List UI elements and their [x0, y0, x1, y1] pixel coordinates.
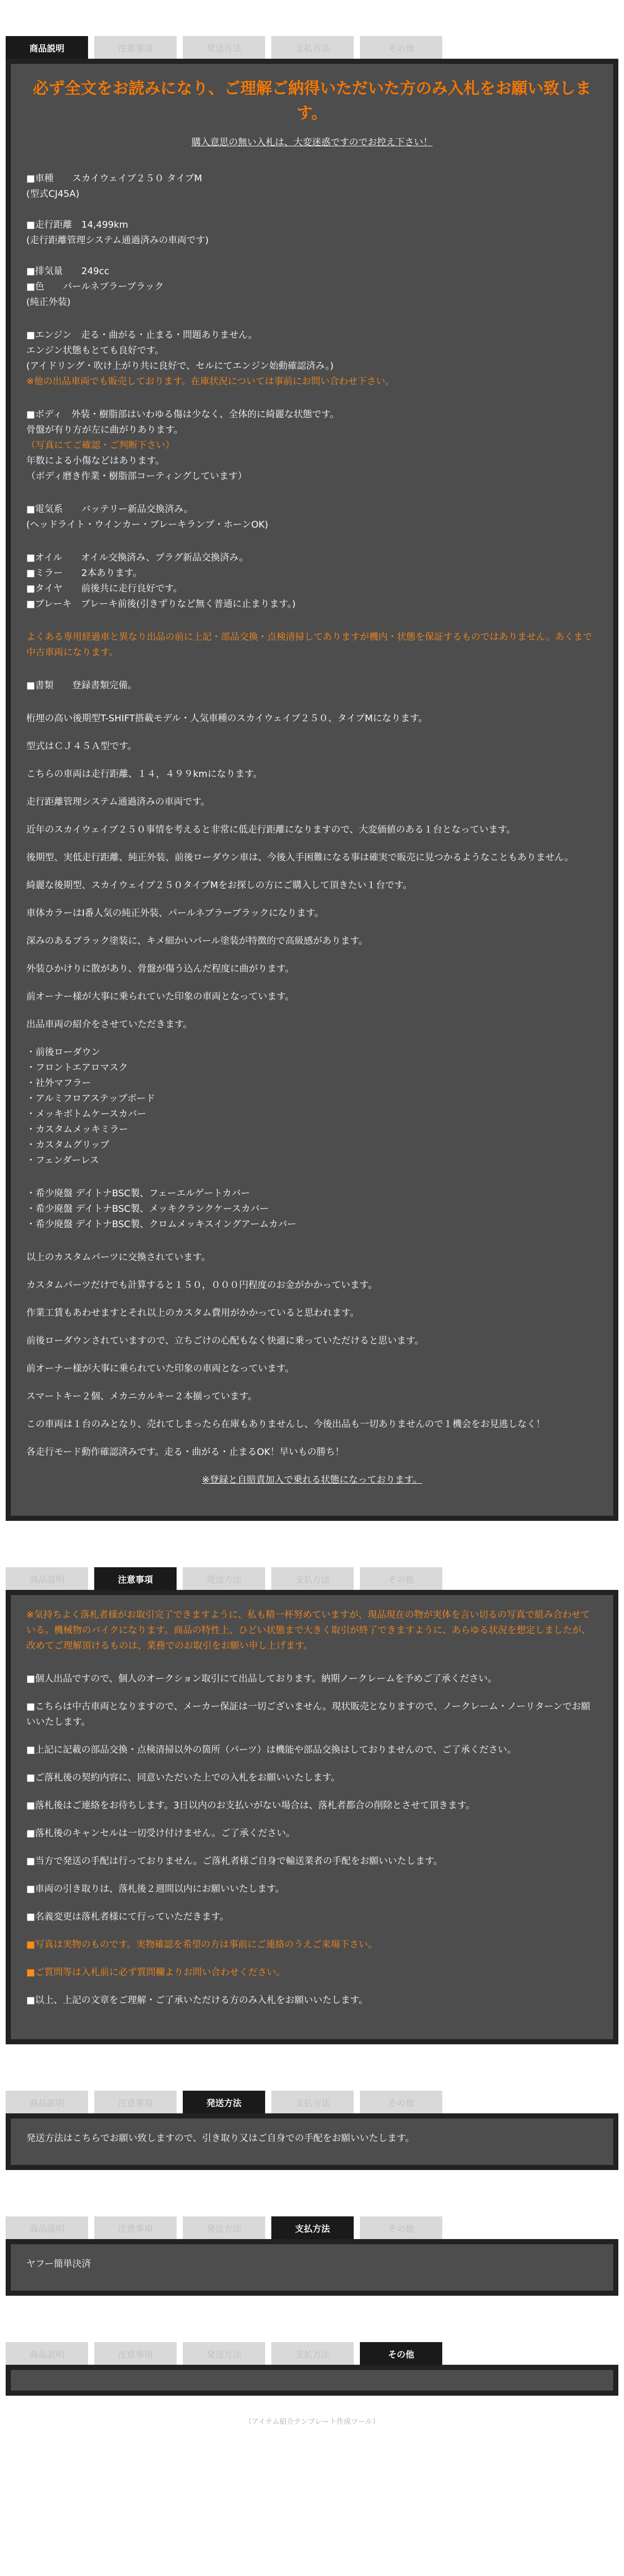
shipping-panel	[6, 2113, 618, 2170]
body-line: ■ボディ 外装・樹脂部はいわゆる傷は少なく、全体的に綺麗な状態です。	[26, 409, 339, 420]
mod-item: ・希少廃盤 デイトナBSC製、クロムメッキスイングアームカバー	[26, 1219, 297, 1230]
note-item-highlight: ■写真は実物のものです。実物確認を希望の方は事前にご連絡のうえご来場下さい。	[26, 1939, 377, 1950]
paragraph: 後期型、実低走行距離、純正外装、前後ローダウン車は、今後入手困難になる事は確実で販売に見つかるようなこともありません。	[26, 852, 574, 863]
notes-warning: ※気持ちよく落札者様がお取引完了できますように、私も精一杯努めていますが、現品現在の物が実体を言い切るの写真で組み合わせている。機械物のバイクになります。商品の特性上、ひどい状態まで大きく取引が終了できますように、あらゆる状況を想定しましたが、改めてご理解頂けるものは、業務でのお取引をお願い申し上げます。	[26, 1609, 591, 1651]
body-note: （写真にてご確認・ご判断下さい）	[26, 440, 175, 451]
tab-shipping[interactable]: 発送方法	[183, 2342, 265, 2365]
tab-payment[interactable]: 支払方法	[271, 36, 354, 59]
paragraph: カスタムパーツだけでも計算すると１５０，０００円程度のお金がかかっています。	[26, 1280, 377, 1291]
tab-bar-shipping	[6, 2086, 618, 2113]
spec-line: ■車種 スカイウェイブ２５０ タイプM	[26, 173, 202, 184]
electrical-info	[26, 502, 598, 533]
tab-notes[interactable]: 注意事項	[94, 2091, 177, 2113]
paragraph: 型式はＣＪ４５Ａ型です。	[26, 741, 137, 752]
note-item: ■ご落札後の契約内容に、同意いただいた上での入札をお願いいたします。	[26, 1772, 340, 1783]
tab-shipping[interactable]: 発送方法	[183, 2216, 265, 2239]
payment-panel	[6, 2239, 618, 2296]
paragraph: こちらの車両は走行距離、１４，４９９kmになります。	[26, 769, 263, 779]
tab-notes[interactable]: 注意事項	[94, 2342, 177, 2365]
tab-description[interactable]: 商品説明	[6, 2216, 88, 2239]
tab-other[interactable]: その他	[360, 2091, 442, 2113]
paragraph: 出品車両の紹介をさせていただきます。	[26, 1019, 193, 1030]
spec-line: ■走行距離 14,499km	[26, 219, 128, 230]
engine-line: エンジン状態もとても良好です。	[26, 345, 164, 356]
parts-info	[26, 550, 598, 612]
engine-info	[26, 328, 598, 389]
final-note: ※登録と自賠責加入で乗れる状態になっております。	[202, 1475, 422, 1485]
shipping-text: 発送方法はこちらでお願い致しますので、引き取り又はご自身での手配をお願いいたします。	[26, 2133, 415, 2144]
note-item: ■当方で発送の手配は行っておりません。ご落札者様ご自身で輸送業者の手配をお願いいたします。	[26, 1856, 443, 1867]
note-item: ■落札後はご連絡をお待ちします。3日以内のお支払いがない場合は、落札者都合の削除とさせて頂きます。	[26, 1800, 475, 1811]
tab-description[interactable]: 商品説明	[6, 2342, 88, 2365]
paragraph: 走行距離管理システム通過済みの車両です。	[26, 796, 210, 807]
mod-item: ・社外マフラー	[26, 1078, 91, 1089]
paragraph: 外装ひかけりに散があり、骨盤が傷う込んだ程度に曲がります。	[26, 963, 294, 974]
tab-description[interactable]: 商品説明	[6, 2091, 88, 2113]
body-line: （ボディ磨き作業・樹脂部コーティングしています）	[26, 471, 247, 482]
note-item: ■以上、上記の文章をご理解・ご了承いただける方のみ入札をお願いいたします。	[26, 1995, 368, 2006]
spec-line	[26, 202, 598, 217]
paragraph: 前後ローダウンされていますので、立ちごけの心配もなく快適に乗っていただけると思います。	[26, 1335, 424, 1346]
paragraph: 桁埋の高い後期型T-SHIFT搭載モデル・人気車種のスカイウェイブ２５０、タイプMになります。	[26, 713, 428, 724]
tab-payment[interactable]: 支払方法	[271, 2342, 354, 2365]
tab-notes[interactable]: 注意事項	[94, 36, 177, 59]
warning-note: よくある専用経過車と異なり出品の前に上記・部品交換・点検清掃してありますが機内・状態を保証するものではありません。あくまで中古車両になります。	[26, 632, 593, 658]
note-item-highlight: ■ご質問等は入札前に必ず質問欄よりお問い合わせください。	[26, 1967, 286, 1978]
tab-notes[interactable]: 注意事項	[94, 1567, 177, 1590]
tab-other[interactable]: その他	[360, 1567, 442, 1590]
paragraph: スマートキー２個、メカニカルキー２本揃っています。	[26, 1391, 257, 1402]
mod-item: ・フェンダーレス	[26, 1155, 99, 1166]
mod-item: ・カスタムメッキミラー	[26, 1124, 128, 1135]
note-item: ■個人出品ですので、個人のオークション取引にて出品しております。納期ノークレームを予めご了承ください。	[26, 1673, 497, 1684]
description-panel	[6, 59, 618, 1521]
mod-item: ・前後ローダウン	[26, 1047, 100, 1058]
footer-credit: （アイテム紹介テンプレート作成ツール）	[244, 2418, 380, 2426]
note-item: ■上記に記載の部品交換・点検清掃以外の箇所（パーツ）は機能や部品交換はしておりませんので、ご了承ください。	[26, 1744, 516, 1755]
parts-line: ■タイヤ 前後共に走行良好です。	[26, 583, 183, 594]
spec-line: ■色 パールネブラーブラック	[26, 281, 164, 292]
parts-line: ■ブレーキ ブレーキ前後(引きずりなど無く普通に止まります。)	[26, 599, 296, 609]
engine-line: ■エンジン 走る・曲がる・止まる・問題ありません。	[26, 330, 258, 341]
paragraph: この車両は１台のみとなり、売れてしまったら在庫もありませんし、今後出品も一切ありませんので１機会をお見逃しなく！	[26, 1419, 545, 1430]
note-item: ■車両の引き取りは、落札後２週間以内にお願いいたします。	[26, 1884, 285, 1894]
tab-bar-description	[6, 31, 618, 59]
spec-line: (型式CJ45A)	[26, 189, 80, 199]
other-panel	[6, 2365, 618, 2396]
tab-description[interactable]: 商品説明	[6, 36, 88, 59]
mod-item: ・カスタムグリップ	[26, 1140, 110, 1150]
parts-line: ■オイル オイル交換済み、プラグ新品交換済み。	[26, 552, 249, 563]
tab-bar-other	[6, 2337, 618, 2365]
mod-item: ・フロントエアロマスク	[26, 1062, 128, 1073]
notes-panel	[6, 1590, 618, 2044]
body-line: 年数による小傷などはあります。	[26, 455, 165, 466]
tab-bar-payment	[6, 2211, 618, 2239]
body-info	[26, 407, 598, 484]
spec-line: (走行距離管理システム通過済みの車両です)	[26, 235, 209, 246]
elec-line: (ヘッドライト・ウインカー・ブレーキランプ・ホーンOK)	[26, 519, 268, 530]
tab-description[interactable]: 商品説明	[6, 1567, 88, 1590]
note-item: ■落札後のキャンセルは一切受け付けません。ご了承ください。	[26, 1828, 296, 1839]
tab-shipping[interactable]: 発送方法	[183, 36, 265, 59]
tab-payment[interactable]: 支払方法	[271, 2216, 354, 2239]
mod-item: ・アルミフロアステップボード	[26, 1093, 155, 1104]
tab-other[interactable]: その他	[360, 2342, 442, 2365]
paragraph: 近年のスカイウェイブ２５０事情を考えると非常に低走行距離になりますので、大変価値のある１台となっています。	[26, 824, 516, 835]
body-line: 骨盤が有り方が左に曲がりあります。	[26, 425, 183, 435]
spec-line	[26, 248, 598, 264]
paragraph: 作業工賃もあわせますとそれ以上のカスタム費用がかかっていると思われます。	[26, 1308, 359, 1318]
tab-other[interactable]: その他	[360, 2216, 442, 2239]
paragraph: 各走行モード動作確認済みです。走る・曲がる・止まるOK！早いもの勝ち！	[26, 1447, 344, 1458]
tab-notes[interactable]: 注意事項	[94, 2216, 177, 2239]
note-item: ■こちらは中古車両となりますので、メーカー保証は一切ございません。現状販売となりますので、ノークレーム・ノーリターンでお願いいたします。	[26, 1701, 591, 1727]
mod-item: ・希少廃盤 デイトナBSC製、メッキクランクケースカバー	[26, 1204, 269, 1214]
notes-list	[26, 1671, 598, 2008]
elec-line: ■電気系 バッテリー新品交換済み。	[26, 504, 194, 515]
closing-paragraphs	[26, 1250, 598, 1460]
tab-other[interactable]: その他	[360, 36, 442, 59]
headline: 必ず全文をお読みになり、ご理解ご納得いただいた方のみ入札をお願い致します。	[32, 79, 592, 123]
subheadline: 購入意思の無い入札は、大変迷惑ですのでお控え下さい！	[192, 137, 432, 148]
mod-item: ・メッキボトムケースカバー	[26, 1109, 147, 1120]
tab-shipping[interactable]: 発送方法	[183, 2091, 265, 2113]
paragraph: 深みのあるブラック塗装に、キメ細かいパール塗装が特徴的で高級感があります。	[26, 936, 368, 946]
paragraph: 前オーナー様が大事に乗られていた印象の車両となっています。	[26, 1363, 294, 1374]
paragraph: 前オーナー様が大事に乗られていた印象の車両となっています。	[26, 991, 294, 1002]
parts-line: ■ミラー 2本あります。	[26, 568, 143, 579]
tab-shipping[interactable]: 発送方法	[183, 1567, 265, 1590]
tab-payment[interactable]: 支払方法	[271, 1567, 354, 1590]
note-item: ■名義変更は落札者様にて行っていただきます。	[26, 1911, 229, 1922]
engine-line: (アイドリング・吹け上がり共に良好で、セルにてエンジン始動確認済み。)	[26, 361, 334, 371]
mod-item: ・希少廃盤 デイトナBSC製、フェーエルゲートカバー	[26, 1188, 250, 1199]
engine-note: ※他の出品車両でも販売しております。在庫状況については事前にお問い合わせ下さい。	[26, 376, 395, 387]
paragraph: 車体カラーはⅠ番人気の純正外装、パールネブラーブラックになります。	[26, 908, 324, 919]
modification-list-rare	[26, 1186, 598, 1232]
paragraph: 以上のカスタムパーツに交換されています。	[26, 1252, 211, 1263]
tab-payment[interactable]: 支払方法	[271, 2091, 354, 2113]
payment-text: ヤフー簡単決済	[26, 2259, 91, 2269]
spec-line: ■排気量 249cc	[26, 266, 110, 277]
tab-bar-notes	[6, 1562, 618, 1590]
modification-list	[26, 1045, 598, 1168]
paragraph: 綺麗な後期型、スカイウェイブ２５０タイプMをお探しの方にご購入して頂きたい１台です。	[26, 880, 412, 891]
spec-line: (純正外装)	[26, 297, 71, 308]
description-paragraphs	[26, 711, 598, 1032]
registration-info: ■書類 登録書類完備。	[26, 680, 137, 691]
spec-list	[26, 171, 598, 310]
